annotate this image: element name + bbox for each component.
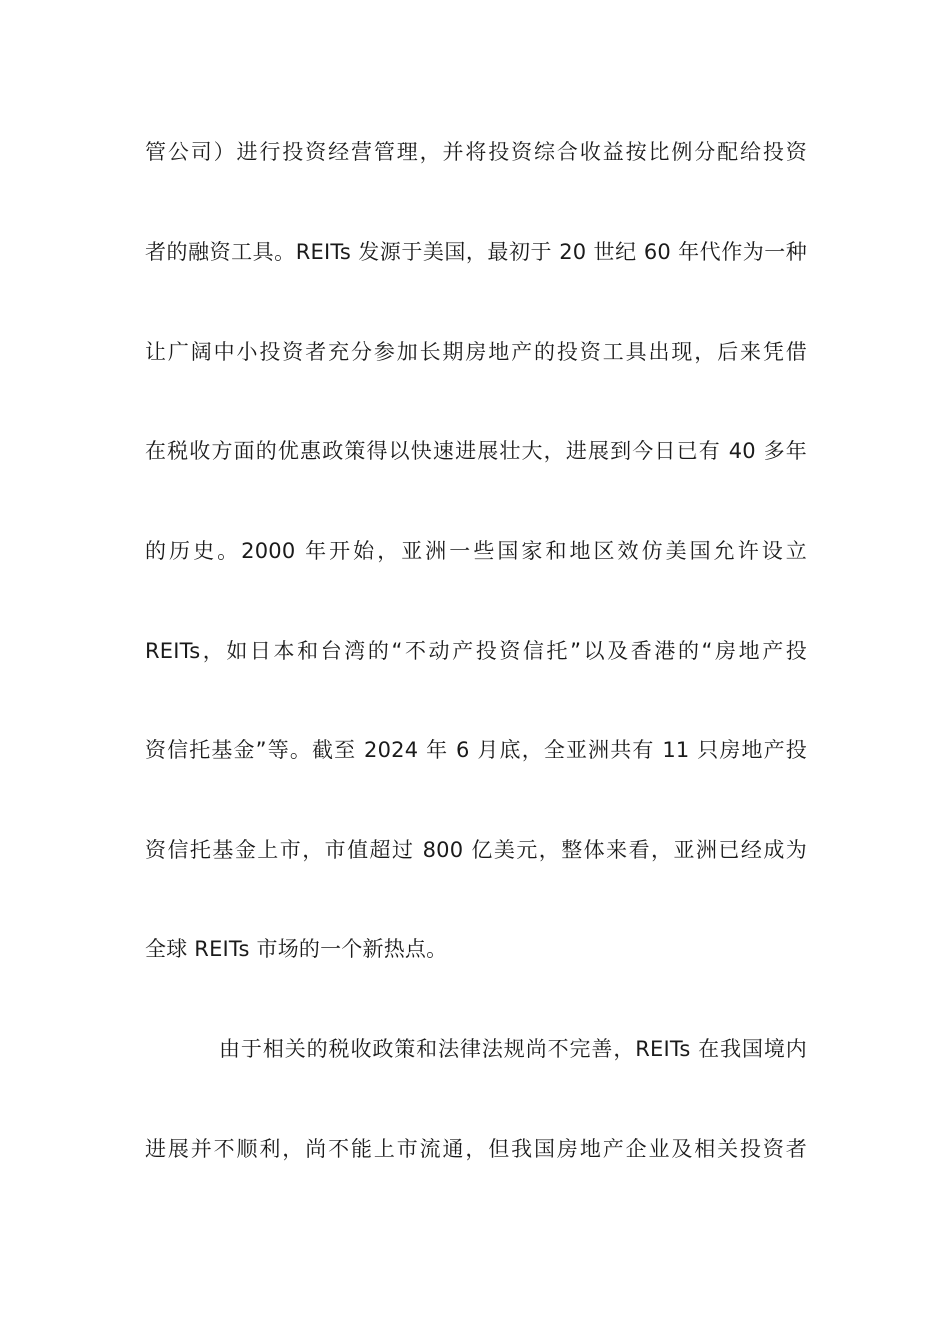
paragraph-line-5: 的历史。2000 年开始，亚洲一些国家和地区效仿美国允许设立 — [145, 539, 807, 563]
paragraph-line-7: 资信托基金”等。截至 2024 年 6 月底，全亚洲共有 11 只房地产投 — [145, 738, 807, 762]
paragraph-line-8: 资信托基金上市，市值超过 800 亿美元，整体来看，亚洲已经成为 — [145, 838, 807, 862]
paragraph-line-10: 由于相关的税收政策和法律法规尚不完善，REITs 在我国境内 — [219, 1037, 807, 1061]
paragraph-line-6: REITs，如日本和台湾的“不动产投资信托”以及香港的“房地产投 — [145, 639, 807, 663]
paragraph-line-3: 让广阔中小投资者充分参加长期房地产的投资工具出现，后来凭借 — [145, 340, 807, 364]
paragraph-line-11: 进展并不顺利，尚不能上市流通，但我国房地产企业及相关投资者 — [145, 1137, 807, 1161]
paragraph-line-1: 管公司）进行投资经营管理，并将投资综合收益按比例分配给投资 — [145, 140, 807, 164]
paragraph-line-9: 全球 REITs 市场的一个新热点。 — [145, 937, 448, 961]
paragraph-line-2: 者的融资工具。REITs 发源于美国，最初于 20 世纪 60 年代作为一种 — [145, 240, 807, 264]
paragraph-line-4: 在税收方面的优惠政策得以快速进展壮大，进展到今日已有 40 多年 — [145, 439, 807, 463]
